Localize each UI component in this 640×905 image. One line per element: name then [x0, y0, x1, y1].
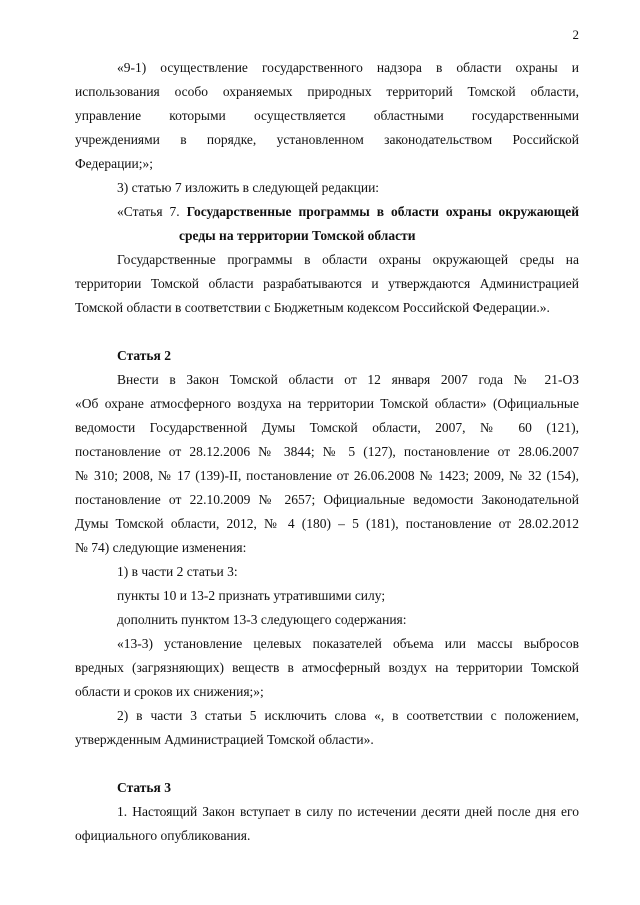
article-2-intro-line-5: № 310; 2008, № 17 (139)-II, постановление от 26.06.2008 № 1423; 2009, № 32 (154), [75, 468, 579, 483]
statya-7-body-line-1: Государственные программы в области охраны окружающей среды на [117, 252, 579, 267]
article-2-item-2-line-1: 2) в части 3 статьи 5 исключить слова «, в соответствии с положением, [117, 708, 579, 723]
article-2-intro-line-6: постановление от 22.10.2009 № 2657; Официальные ведомости Законодательной [75, 492, 579, 507]
article-3-line-2: официального опубликования. [75, 828, 251, 843]
article-2-intro-line-8: № 74) следующие изменения: [75, 540, 247, 555]
statya-7-title-line-1 [75, 200, 579, 224]
statya-7-title: Государственные программы в области охраны окружающей [186, 204, 579, 219]
article-2-item-1-a: пункты 10 и 13-2 признать утратившими силу; [117, 588, 386, 603]
paragraph-9-1-line-3: управление которыми осуществляется областными государственными [75, 108, 579, 123]
item-3: 3) статью 7 изложить в следующей редакции: [117, 180, 380, 195]
article-2-intro-line-2: «Об охране атмосферного воздуха на территории Томской области» (Официальные [75, 396, 579, 411]
document-body [75, 56, 579, 848]
paragraph-9-1-line-2: использования особо охраняемых природных территорий Томской области, [75, 84, 579, 99]
statya-7-prefix: «Статья 7. [117, 204, 187, 219]
article-2-item-1-b: дополнить пунктом 13-3 следующего содержания: [117, 612, 407, 627]
article-2-intro-line-1: Внести в Закон Томской области от 12 января 2007 года № 21-ОЗ [117, 372, 579, 387]
article-2-item-1: 1) в части 2 статьи 3: [117, 564, 238, 579]
article-3-line-1: 1. Настоящий Закон вступает в силу по истечении десяти дней после дня его [117, 804, 579, 819]
spacer [75, 320, 579, 344]
statya-7-title-line-2: среды на территории Томской области [179, 228, 416, 243]
article-2-heading: Статья 2 [117, 348, 171, 363]
article-2-intro-line-4: постановление от 28.12.2006 № 3844; № 5 (127), постановление от 28.06.2007 [75, 444, 579, 459]
article-2-quote-line-1: «13-3) установление целевых показателей объема или массы выбросов [117, 636, 579, 651]
statya-7-body-line-2: территории Томской области разрабатываются и утверждаются Администрацией [75, 276, 579, 291]
paragraph-9-1-line-1: «9-1) осуществление государственного надзора в области охраны и [117, 60, 579, 75]
article-2-quote-line-3: области и сроков их снижения;»; [75, 684, 264, 699]
article-2-intro-line-3: ведомости Государственной Думы Томской области, 2007, № 60 (121), [75, 420, 579, 435]
article-2-item-2-line-2: утвержденным Администрацией Томской области». [75, 732, 374, 747]
spacer [75, 752, 579, 776]
article-2-quote-line-2: вредных (загрязняющих) веществ в атмосферный воздух на территории Томской [75, 660, 579, 675]
article-2-intro-line-7: Думы Томской области, 2012, № 4 (180) – 5 (181), постановление от 28.02.2012 [75, 516, 579, 531]
statya-7-body-line-3: Томской области в соответствии с Бюджетным кодексом Российской Федерации.». [75, 300, 550, 315]
paragraph-9-1-line-4: учреждениями в порядке, установленном законодательством Российской [75, 132, 579, 147]
page-number: 2 [572, 27, 579, 42]
article-3-heading: Статья 3 [117, 780, 171, 795]
paragraph-9-1-line-5: Федерации;»; [75, 156, 154, 171]
